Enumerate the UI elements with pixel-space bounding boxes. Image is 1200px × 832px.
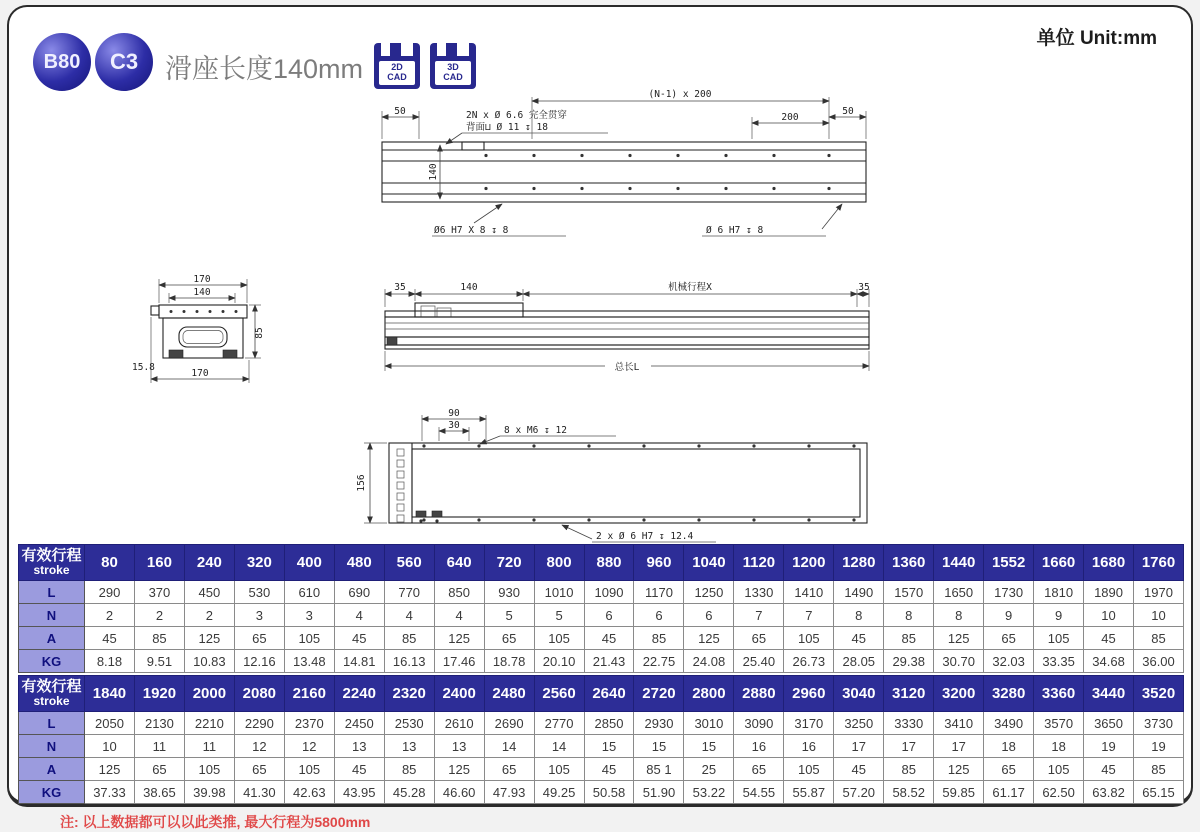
- data-cell: 85: [884, 758, 934, 781]
- data-cell: 3570: [1034, 712, 1084, 735]
- data-cell: 39.98: [184, 781, 234, 804]
- data-cell: 41.30: [234, 781, 284, 804]
- table-row: [19, 604, 1184, 627]
- data-cell: 5: [484, 604, 534, 627]
- data-cell: 1970: [1134, 581, 1184, 604]
- row-label: L: [19, 712, 85, 735]
- data-cell: 15: [684, 735, 734, 758]
- data-cell: 5: [534, 604, 584, 627]
- stroke-header-cell: 2800: [684, 676, 734, 712]
- cad-2d-download-icon[interactable]: [374, 43, 420, 89]
- data-cell: 17: [934, 735, 984, 758]
- stroke-header-cell: 2000: [184, 676, 234, 712]
- stroke-header-cell: 720: [484, 545, 534, 581]
- data-cell: 4: [434, 604, 484, 627]
- data-cell: 1650: [934, 581, 984, 604]
- stroke-header-cell: 1760: [1134, 545, 1184, 581]
- data-cell: 28.05: [834, 650, 884, 673]
- unit-label: 单位 Unit:mm: [1036, 28, 1157, 49]
- data-cell: 17: [884, 735, 934, 758]
- hole-note-line2: 背面⊔ Ø 11 ↧ 18: [466, 122, 548, 133]
- stroke-header-cell: 560: [384, 545, 434, 581]
- table-row: [19, 581, 1184, 604]
- data-cell: 10: [1134, 604, 1184, 627]
- data-cell: 125: [434, 627, 484, 650]
- data-cell: 14.81: [334, 650, 384, 673]
- stroke-header-cell: 1680: [1084, 545, 1134, 581]
- data-cell: 4: [334, 604, 384, 627]
- data-cell: 13.48: [284, 650, 334, 673]
- dim-35-left: 35: [394, 282, 406, 293]
- page-title: 滑座长度140mm: [165, 54, 364, 84]
- data-cell: 58.52: [884, 781, 934, 804]
- data-cell: 10: [1084, 604, 1134, 627]
- data-cell: 1330: [734, 581, 784, 604]
- data-cell: 51.90: [634, 781, 684, 804]
- data-cell: 38.65: [134, 781, 184, 804]
- row-label: A: [19, 758, 85, 781]
- stroke-header-cell: 1440: [934, 545, 984, 581]
- data-cell: 1730: [984, 581, 1034, 604]
- data-cell: 59.85: [934, 781, 984, 804]
- data-cell: 1570: [884, 581, 934, 604]
- data-cell: 24.08: [684, 650, 734, 673]
- cad-3d-label: [435, 61, 471, 85]
- data-cell: 8: [934, 604, 984, 627]
- floppy-notch: [453, 43, 469, 56]
- stroke-header-cell: 880: [584, 545, 634, 581]
- hole-label-left: Ø6 H7 X 8 ↧ 8: [434, 225, 509, 236]
- dim-35-right: 35: [858, 282, 870, 293]
- stroke-header-cell: 480: [334, 545, 384, 581]
- drawing-bottom-view: [354, 408, 879, 543]
- section-body: [151, 305, 247, 358]
- data-cell: 18.78: [484, 650, 534, 673]
- data-cell: 65: [984, 627, 1034, 650]
- stroke-header-cell: 2720: [634, 676, 684, 712]
- data-cell: 45: [834, 627, 884, 650]
- stroke-header-cell: 1040: [684, 545, 734, 581]
- stroke-header-cell: 2080: [234, 676, 284, 712]
- dim-156: 156: [356, 474, 367, 492]
- stroke-header-cell: 3520: [1134, 676, 1184, 712]
- data-cell: 55.87: [784, 781, 834, 804]
- data-cell: 4: [384, 604, 434, 627]
- stroke-header-cell: 1660: [1034, 545, 1084, 581]
- data-cell: 105: [534, 627, 584, 650]
- data-cell: 53.22: [684, 781, 734, 804]
- data-cell: 45: [584, 758, 634, 781]
- drawing-top-view: [374, 87, 874, 245]
- data-cell: 18: [1034, 735, 1084, 758]
- stroke-header-cell: 2400: [434, 676, 484, 712]
- data-cell: 2: [134, 604, 184, 627]
- stroke-header-cell: 3280: [984, 676, 1034, 712]
- data-cell: 30.70: [934, 650, 984, 673]
- stroke-header-cell: 3040: [834, 676, 884, 712]
- data-cell: 3650: [1084, 712, 1134, 735]
- stroke-header-cell: 160: [134, 545, 184, 581]
- data-cell: 85: [884, 627, 934, 650]
- data-cell: 85 1: [634, 758, 684, 781]
- dim-30: 30: [448, 420, 460, 431]
- data-cell: 2290: [234, 712, 284, 735]
- data-cell: 85: [384, 627, 434, 650]
- data-cell: 1250: [684, 581, 734, 604]
- data-cell: 16.13: [384, 650, 434, 673]
- data-cell: 65: [734, 758, 784, 781]
- data-cell: 85: [634, 627, 684, 650]
- data-cell: 3490: [984, 712, 1034, 735]
- dim-85: 85: [254, 327, 265, 339]
- stroke-header-cell: 1120: [734, 545, 784, 581]
- cad-2d-label: [379, 61, 415, 85]
- data-cell: 450: [184, 581, 234, 604]
- data-cell: 1090: [584, 581, 634, 604]
- data-cell: 65.15: [1134, 781, 1184, 804]
- data-cell: 57.20: [834, 781, 884, 804]
- data-cell: 45: [334, 758, 384, 781]
- data-cell: 45: [1084, 627, 1134, 650]
- data-cell: 33.35: [1034, 650, 1084, 673]
- data-cell: 15: [634, 735, 684, 758]
- data-cell: 16: [784, 735, 834, 758]
- data-cell: 42.63: [284, 781, 334, 804]
- table-row: [19, 627, 1184, 650]
- data-cell: 45: [834, 758, 884, 781]
- table-row: [19, 735, 1184, 758]
- row-label: KG: [19, 781, 85, 804]
- stroke-header-cell: 3120: [884, 676, 934, 712]
- data-cell: 2: [184, 604, 234, 627]
- data-cell: 3330: [884, 712, 934, 735]
- dim-50-right: 50: [842, 106, 854, 117]
- data-cell: 2130: [134, 712, 184, 735]
- table-row: [19, 758, 1184, 781]
- data-cell: 14: [534, 735, 584, 758]
- data-cell: 34.68: [1084, 650, 1134, 673]
- data-cell: 2690: [484, 712, 534, 735]
- data-cell: 13: [334, 735, 384, 758]
- data-cell: 11: [134, 735, 184, 758]
- data-cell: 85: [1134, 758, 1184, 781]
- data-cell: 16: [734, 735, 784, 758]
- data-cell: 45.28: [384, 781, 434, 804]
- stroke-header-cell: 1552: [984, 545, 1034, 581]
- data-cell: 7: [734, 604, 784, 627]
- drawing-side-view: [377, 281, 877, 377]
- data-cell: 2: [85, 604, 135, 627]
- dim-140: 140: [460, 282, 478, 293]
- data-cell: 3010: [684, 712, 734, 735]
- stroke-header-label: 有效行程 stroke: [19, 676, 85, 712]
- stroke-x-label: 机械行程X: [668, 282, 712, 293]
- cad-2d-line2: CAD: [387, 72, 407, 82]
- total-length-label: 总长L: [614, 362, 640, 373]
- type-badge: C3: [95, 33, 153, 91]
- data-cell: 125: [934, 627, 984, 650]
- data-cell: 530: [234, 581, 284, 604]
- dim-span-text: (N-1) x 200: [648, 89, 712, 100]
- stroke-table-2: [18, 675, 1184, 804]
- data-cell: 3090: [734, 712, 784, 735]
- data-cell: 7: [784, 604, 834, 627]
- model-badge: B80: [33, 33, 91, 91]
- stroke-header-cell: 320: [234, 545, 284, 581]
- data-cell: 3: [234, 604, 284, 627]
- data-cell: 2610: [434, 712, 484, 735]
- data-cell: 105: [784, 758, 834, 781]
- data-cell: 45: [1084, 758, 1134, 781]
- table-row: [19, 650, 1184, 673]
- stroke-header-cell: 2240: [334, 676, 384, 712]
- stroke-header-cell: 3440: [1084, 676, 1134, 712]
- spec-tables-section: [18, 544, 1184, 832]
- table-row: [19, 781, 1184, 804]
- data-cell: 46.60: [434, 781, 484, 804]
- data-cell: 3410: [934, 712, 984, 735]
- data-cell: 1890: [1084, 581, 1134, 604]
- dim-90: 90: [448, 408, 460, 419]
- data-cell: 13: [434, 735, 484, 758]
- data-cell: 105: [1034, 627, 1084, 650]
- data-cell: 63.82: [1084, 781, 1134, 804]
- floppy-notch: [437, 43, 446, 56]
- data-cell: 2850: [584, 712, 634, 735]
- stroke-header-cell: 80: [85, 545, 135, 581]
- data-cell: 45: [584, 627, 634, 650]
- data-cell: 17.46: [434, 650, 484, 673]
- data-cell: 15: [584, 735, 634, 758]
- bottom-body: [389, 443, 867, 523]
- stroke-header-cell: 1280: [834, 545, 884, 581]
- data-cell: 370: [134, 581, 184, 604]
- data-cell: 65: [484, 627, 534, 650]
- stroke-header-cell: 800: [534, 545, 584, 581]
- data-cell: 85: [134, 627, 184, 650]
- data-cell: 850: [434, 581, 484, 604]
- stroke-header-cell: 1840: [85, 676, 135, 712]
- data-cell: 45: [334, 627, 384, 650]
- data-cell: 61.17: [984, 781, 1034, 804]
- data-cell: 105: [534, 758, 584, 781]
- data-cell: 12: [234, 735, 284, 758]
- data-cell: 770: [384, 581, 434, 604]
- data-cell: 11: [184, 735, 234, 758]
- data-cell: 105: [784, 627, 834, 650]
- data-cell: 50.58: [584, 781, 634, 804]
- data-cell: 125: [684, 627, 734, 650]
- tap-label: 8 x M6 ↧ 12: [504, 425, 567, 436]
- data-cell: 49.25: [534, 781, 584, 804]
- data-cell: 20.10: [534, 650, 584, 673]
- data-cell: 65: [984, 758, 1034, 781]
- table-row: [19, 712, 1184, 735]
- stroke-header-cell: 2960: [784, 676, 834, 712]
- data-cell: 6: [634, 604, 684, 627]
- data-cell: 2930: [634, 712, 684, 735]
- floppy-notch: [381, 43, 390, 56]
- mount-holes: [422, 444, 855, 521]
- data-cell: 62.50: [1034, 781, 1084, 804]
- data-cell: 930: [484, 581, 534, 604]
- data-cell: 65: [484, 758, 534, 781]
- data-cell: 18: [984, 735, 1034, 758]
- data-cell: 10: [85, 735, 135, 758]
- cad-3d-line2: CAD: [443, 72, 463, 82]
- data-cell: 2210: [184, 712, 234, 735]
- dim-140: 140: [193, 287, 211, 298]
- stroke-header-cell: 1360: [884, 545, 934, 581]
- row-label: N: [19, 604, 85, 627]
- row-label: A: [19, 627, 85, 650]
- mount-holes: [484, 154, 830, 190]
- row-label: KG: [19, 650, 85, 673]
- data-cell: 65: [234, 758, 284, 781]
- data-cell: 37.33: [85, 781, 135, 804]
- data-cell: 2530: [384, 712, 434, 735]
- data-cell: 9.51: [134, 650, 184, 673]
- data-cell: 65: [234, 627, 284, 650]
- data-cell: 2370: [284, 712, 334, 735]
- data-cell: 8: [884, 604, 934, 627]
- data-cell: 1810: [1034, 581, 1084, 604]
- hole-label-right: Ø 6 H7 ↧ 8: [706, 225, 764, 236]
- data-cell: 2050: [85, 712, 135, 735]
- data-cell: 54.55: [734, 781, 784, 804]
- data-cell: 125: [85, 758, 135, 781]
- data-cell: 17: [834, 735, 884, 758]
- data-cell: 65: [134, 758, 184, 781]
- data-cell: 1410: [784, 581, 834, 604]
- stroke-header-cell: 240: [184, 545, 234, 581]
- data-cell: 26.73: [784, 650, 834, 673]
- row-label: N: [19, 735, 85, 758]
- data-cell: 290: [85, 581, 135, 604]
- dim-170-top: 170: [193, 274, 211, 285]
- dim-15-8: 15.8: [132, 362, 155, 373]
- row-label: L: [19, 581, 85, 604]
- data-cell: 12.16: [234, 650, 284, 673]
- data-cell: 1490: [834, 581, 884, 604]
- data-cell: 85: [384, 758, 434, 781]
- data-cell: 3170: [784, 712, 834, 735]
- data-cell: 9: [1034, 604, 1084, 627]
- data-cell: 8: [834, 604, 884, 627]
- stroke-header-cell: 3200: [934, 676, 984, 712]
- stroke-header-cell: 2880: [734, 676, 784, 712]
- hole-note-line1: 2N x Ø 6.6 完全贯穿: [466, 110, 567, 121]
- data-cell: 19: [1084, 735, 1134, 758]
- data-cell: 22.75: [634, 650, 684, 673]
- data-cell: 25: [684, 758, 734, 781]
- data-cell: 105: [284, 627, 334, 650]
- data-cell: 610: [284, 581, 334, 604]
- data-cell: 36.00: [1134, 650, 1184, 673]
- data-cell: 2450: [334, 712, 384, 735]
- data-cell: 2770: [534, 712, 584, 735]
- stroke-header-label: 有效行程 stroke: [19, 545, 85, 581]
- cad-3d-download-icon[interactable]: [430, 43, 476, 89]
- data-cell: 125: [184, 627, 234, 650]
- drawing-cross-section: [131, 273, 271, 393]
- stroke-header-cell: 960: [634, 545, 684, 581]
- data-cell: 25.40: [734, 650, 784, 673]
- data-cell: 45: [85, 627, 135, 650]
- stroke-header-cell: 3360: [1034, 676, 1084, 712]
- side-body: [385, 303, 869, 349]
- data-cell: 19: [1134, 735, 1184, 758]
- cad-3d-line1: 3D: [447, 62, 459, 73]
- data-cell: 6: [684, 604, 734, 627]
- dim-50-left: 50: [394, 106, 406, 117]
- rail-body: [382, 142, 866, 202]
- data-cell: 6: [584, 604, 634, 627]
- cad-2d-line1: 2D: [391, 62, 403, 73]
- data-cell: 32.03: [984, 650, 1034, 673]
- data-cell: 29.38: [884, 650, 934, 673]
- data-cell: 10.83: [184, 650, 234, 673]
- data-cell: 8.18: [85, 650, 135, 673]
- data-cell: 85: [1134, 627, 1184, 650]
- data-cell: 14: [484, 735, 534, 758]
- dim-140-vertical: 140: [428, 163, 439, 181]
- stroke-header-cell: 2320: [384, 676, 434, 712]
- data-cell: 13: [384, 735, 434, 758]
- data-cell: 3: [284, 604, 334, 627]
- stroke-header-cell: 400: [284, 545, 334, 581]
- stroke-header-cell: 2640: [584, 676, 634, 712]
- data-cell: 65: [734, 627, 784, 650]
- floppy-notch: [397, 43, 413, 56]
- footnote: 注: 以上数据都可以以此类推, 最大行程为5800mm: [60, 814, 371, 830]
- data-cell: 3250: [834, 712, 884, 735]
- dim-200: 200: [781, 112, 799, 123]
- dim-170-bottom: 170: [191, 368, 209, 379]
- stroke-header-cell: 2480: [484, 676, 534, 712]
- dimension-lines: [385, 289, 869, 372]
- pin-label: 2 x Ø 6 H7 ↧ 12.4: [596, 531, 694, 542]
- data-cell: 21.43: [584, 650, 634, 673]
- data-cell: 105: [184, 758, 234, 781]
- datasheet-page: [7, 5, 1193, 830]
- stroke-header-cell: 1200: [784, 545, 834, 581]
- data-cell: 3730: [1134, 712, 1184, 735]
- data-cell: 690: [334, 581, 384, 604]
- data-cell: 47.93: [484, 781, 534, 804]
- data-cell: 43.95: [334, 781, 384, 804]
- stroke-header-cell: 1920: [134, 676, 184, 712]
- data-cell: 125: [934, 758, 984, 781]
- data-cell: 125: [434, 758, 484, 781]
- data-cell: 1010: [534, 581, 584, 604]
- data-cell: 1170: [634, 581, 684, 604]
- data-cell: 105: [1034, 758, 1084, 781]
- data-cell: 9: [984, 604, 1034, 627]
- stroke-header-cell: 2560: [534, 676, 584, 712]
- data-cell: 105: [284, 758, 334, 781]
- stroke-header-cell: 2160: [284, 676, 334, 712]
- data-cell: 12: [284, 735, 334, 758]
- stroke-table-1: [18, 544, 1184, 673]
- stroke-header-cell: 640: [434, 545, 484, 581]
